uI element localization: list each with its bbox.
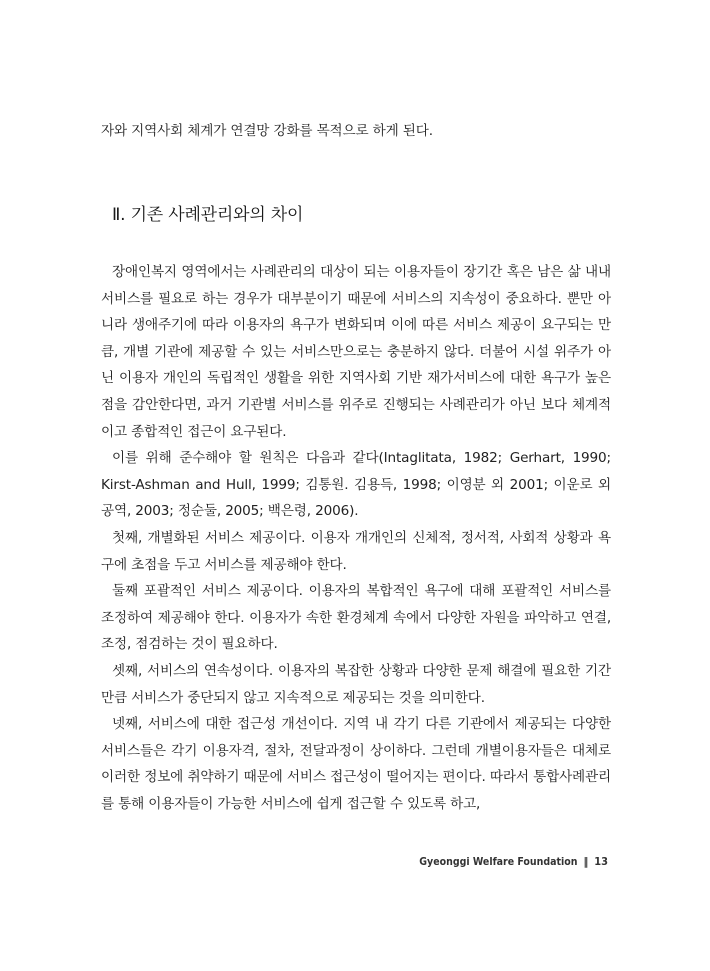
- intro-line: 자와 지역사회 체계가 연결망 강화를 목적으로 하게 된다.: [101, 123, 433, 139]
- main-body: [101, 259, 611, 817]
- paragraph-overview: 장애인복지 영역에서는 사례관리의 대상이 되는 이용자들이 장기간 혹은 남은 삶 내내 서비스를 필요로 하는 경우가 대부분이기 때문에 서비스의 지속성이 중요하다. 뿐만 아니라 생애주기에 따라 이용자의 욕구가 변화되며 이에 따른 서비스 제공이 요구되는 만큼, 개별 기관에 제공할 수 있는 서비스만으로는 충분하지 않다. 더불어 시설 위주가 아닌 이용자 개인의 독립적인 생활을 위한 지역사회 기반 재가서비스에 대한 욕구가 높은 점을 감안한다면, 과거 기관별 서비스를 위주로 진행되는 사례관리가 아닌 보다 체계적이고 종합적인 접근이 요구된다.: [101, 264, 611, 440]
- paragraph-fourth: 넷째, 서비스에 대한 접근성 개선이다. 지역 내 각기 다른 기관에서 제공되는 다양한 서비스들은 각기 이용자격, 절차, 전달과정이 상이하다. 그런데 개별이용자들은 대체로 이러한 정보에 취약하기 때문에 서비스 접근성이 떨어지는 편이다. 따라서 통합사례관리를 통해 이용자들이 가능한 서비스에 쉽게 접근할 수 있도록 하고,: [101, 716, 611, 812]
- paragraph-third: 셋째, 서비스의 연속성이다. 이용자의 복잡한 상황과 다양한 문제 해결에 필요한 기간만큼 서비스가 중단되지 않고 지속적으로 제공되는 것을 의미한다.: [101, 662, 611, 706]
- paragraph-second: 둘째 포괄적인 서비스 제공이다. 이용자의 복합적인 욕구에 대해 포괄적인 서비스를 조정하여 제공해야 한다. 이용자가 속한 환경체계 속에서 다양한 자원을 파악하고 연결, 조정, 점검하는 것이 필요하다.: [101, 583, 611, 653]
- paragraph-first: 첫째, 개별화된 서비스 제공이다. 이용자 개개인의 신체적, 정서적, 사회적 상황과 욕구에 초점을 두고 서비스를 제공해야 한다.: [101, 529, 611, 573]
- footer-organization: Gyeonggi Welfare Foundation: [419, 855, 578, 868]
- intro-paragraph: [101, 118, 611, 145]
- section-heading: Ⅱ. 기존 사례관리와의 차이: [112, 205, 304, 225]
- paragraph-principles: 이를 위해 준수해야 할 원칙은 다음과 같다(Intaglitata, 1982; Gerhart, 1990; Kirst-Ashman and Hull, 1999; 김통원. 김용득, 1998; 이영분 외 2001; 이운로 외 공역, 2003; 정순둘, 2005; 백은령, 2006).: [101, 450, 611, 520]
- footer-separator: ‖: [583, 855, 589, 868]
- page-footer: [419, 855, 608, 868]
- page-number: 13: [594, 855, 608, 868]
